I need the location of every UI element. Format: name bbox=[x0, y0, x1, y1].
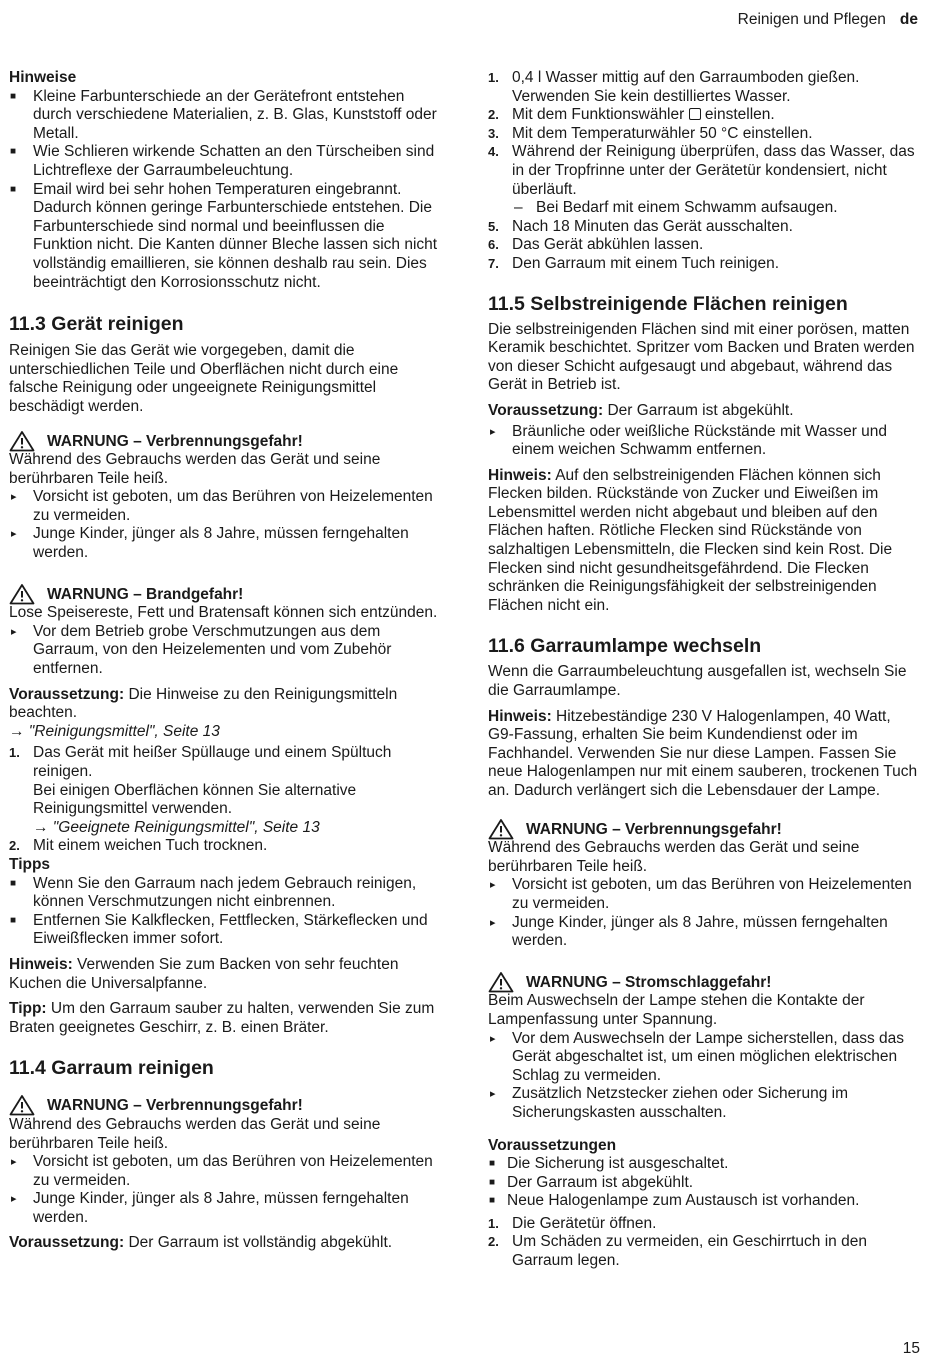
step-item: 6. Das Gerät abkühlen lassen. bbox=[488, 236, 704, 254]
voraussetzungen-item: ■ Die Sicherung ist ausgeschaltet. bbox=[488, 1155, 920, 1174]
hinweis-note: Hinweis: Auf den selbstreinigenden Flächen können sich Flecken bilden. Rückstände von Zucker und Eiweißen im Lebensmittel werden nicht abgebaut und bleiben auf den Flächen haften. Rötliche Flecken sind Rückstände von salzhaltigen Lebensmitteln, die Flecken sind kein Rost. Die Flecken sind nicht gesundheitsgefährdend. Die Flecken schränken die Reinigungsfähigkeit der selbstreinigenden Flächen nicht ein. bbox=[488, 466, 893, 614]
warning-item: ▸ Vorsicht ist geboten, um das Berühren von Heizelementen zu vermeiden. bbox=[9, 488, 447, 525]
step-extra: Bei einigen Oberflächen können Sie alternative Reinigungsmittel verwenden. bbox=[33, 781, 357, 818]
section-intro: Die selbstreinigenden Flächen sind mit einer porösen, matten Keramik beschichtet. Spritzer vom Backen und Braten werden von dieser Schicht aufgesaugt und abgebaut, während das Gerät in Betrieb ist. bbox=[488, 320, 915, 394]
warning-item: ▸ Junge Kinder, jünger als 8 Jahre, müssen ferngehalten werden. bbox=[9, 525, 447, 562]
tipps-heading: Tipps bbox=[9, 855, 51, 873]
header-section-title: Reinigen und Pflegen bbox=[737, 11, 886, 28]
section-intro: Wenn die Garraumbeleuchtung ausgefallen ist, wechseln Sie die Garraumlampe. bbox=[488, 663, 907, 700]
page-number: 15 bbox=[902, 1340, 920, 1358]
step-item: 3. Mit dem Temperaturwähler 50 °C einstellen. bbox=[488, 124, 813, 142]
step-item: 4. Während der Reinigung überprüfen, dass das Wasser, das in der Tropfrinne unter der Gerätetür kondensiert, nicht überläuft. bbox=[488, 143, 915, 198]
warning-triangle-icon bbox=[9, 430, 35, 458]
hinweise-item: ■ Email wird bei sehr hohen Temperaturen eingebrannt. Dadurch können geringe Farbunterschiede entstehen. Die Farbunterschiede sind normal und beeinflussen die Funktion nicht. Die Kanten dünner Bleche lassen sich nicht vollständig emaillieren, sie können deshalb rau sein. Dies beeinträchtigt den Korrosionsschutz nicht. bbox=[9, 181, 447, 293]
cross-reference: → "Geeignete Reinigungsmittel", Seite 13 bbox=[33, 818, 320, 836]
warning-title: WARNUNG – Verbrennungsgefahr! bbox=[488, 821, 920, 840]
hinweise-item: ■ Kleine Farbunterschiede an der Gerätefront entstehen durch verschiedene Materialien, z. B. Glas, Kunststoff oder Metall. bbox=[9, 88, 447, 144]
step-item: 2. Mit einem weichen Tuch trocknen. bbox=[9, 837, 268, 855]
warning-text: Während des Gebrauchs werden das Gerät und seine berührbaren Teile heiß. bbox=[9, 451, 381, 487]
warning-triangle-icon bbox=[488, 971, 514, 999]
step-item: 5. Nach 18 Minuten das Gerät ausschalten. bbox=[488, 217, 793, 235]
prerequisite: Voraussetzung: Der Garraum ist vollständig abgekühlt. bbox=[9, 1234, 393, 1252]
tipps-item: ■ Entfernen Sie Kalkflecken, Fettflecken, Stärkeflecken und Eiweißflecken immer sofort. bbox=[9, 912, 447, 949]
voraussetzungen-item: ■ Neue Halogenlampe zum Austausch ist vorhanden. bbox=[488, 1192, 920, 1211]
section-heading-11-4: 11.4 Garraum reinigen bbox=[9, 1057, 214, 1080]
warning-triangle-icon bbox=[488, 818, 514, 846]
warning-text: Lose Speisereste, Fett und Bratensaft können sich entzünden. bbox=[9, 604, 438, 622]
hinweise-item: ■ Wie Schlieren wirkende Schatten an den Türscheiben sind Lichtreflexe der Garraumbeleuchtung. bbox=[9, 143, 447, 180]
warning-item: ▸ Vor dem Betrieb grobe Verschmutzungen aus dem Garraum, von den Heizelementen und vom Zubehör entfernen. bbox=[9, 623, 447, 679]
warning-triangle-icon bbox=[9, 1094, 35, 1122]
step-item: 7. Den Garraum mit einem Tuch reinigen. bbox=[488, 254, 780, 272]
warning-item: ▸ Zusätzlich Netzstecker ziehen oder Sicherung im Sicherungskasten ausschalten. bbox=[488, 1085, 920, 1122]
warning-item: ▸ Vorsicht ist geboten, um das Berühren von Heizelementen zu vermeiden. bbox=[9, 1153, 447, 1190]
warning-item: ▸ Vorsicht ist geboten, um das Berühren von Heizelementen zu vermeiden. bbox=[488, 876, 920, 913]
right-column bbox=[488, 69, 920, 1271]
section-heading-11-5: 11.5 Selbstreinigende Flächen reinigen bbox=[488, 292, 848, 315]
warning-text: Beim Auswechseln der Lampe stehen die Kontakte der Lampenfassung unter Spannung. bbox=[488, 992, 865, 1028]
instruction-item: ▸ Bräunliche oder weißliche Rückstände mit Wasser und einem weichen Schwamm entfernen. bbox=[488, 423, 920, 460]
warning-title: WARNUNG – Verbrennungsgefahr! bbox=[9, 433, 447, 452]
voraussetzungen-item: ■ Der Garraum ist abgekühlt. bbox=[488, 1174, 920, 1193]
page-header bbox=[738, 11, 918, 30]
hinweise-heading: Hinweise bbox=[9, 69, 77, 86]
step-item: 1. Die Gerätetür öffnen. bbox=[488, 1214, 657, 1232]
prerequisite: Voraussetzung: Die Hinweise zu den Reinigungsmitteln beachten. bbox=[9, 685, 398, 722]
voraussetzungen-heading: Voraussetzungen bbox=[488, 1136, 617, 1154]
warning-title: WARNUNG – Verbrennungsgefahr! bbox=[9, 1097, 447, 1116]
warning-text: Während des Gebrauchs werden das Gerät und seine berührbaren Teile heiß. bbox=[9, 1115, 381, 1152]
hinweis-note: Hinweis: Hitzebeständige 230 V Halogenlampen, 40 Watt, G9-Fassung, erhalten Sie beim Kundendienst oder im Fachhandel. Verwenden Sie nur diese Lampen. Fassen Sie neue Halogenlampen nur mit einem sauberen, trockenen Tuch an. Dadurch verlängert sich die Lebensdauer der Lampe. bbox=[488, 707, 918, 799]
warning-item: ▸ Junge Kinder, jünger als 8 Jahre, müssen ferngehalten werden. bbox=[9, 1190, 447, 1227]
section-heading-11-3: 11.3 Gerät reinigen bbox=[9, 313, 184, 336]
warning-text: Während des Gebrauchs werden das Gerät und seine berührbaren Teile heiß. bbox=[488, 839, 860, 875]
hinweis-note: Hinweis: Verwenden Sie zum Backen von sehr feuchten Kuchen die Universalpfanne. bbox=[9, 955, 399, 992]
warning-title: WARNUNG – Brandgefahr! bbox=[9, 586, 447, 605]
warning-item: ▸ Vor dem Auswechseln der Lampe sicherstellen, dass das Gerät abgeschaltet ist, um einen möglichen elektrischen Schlag zu vermeiden. bbox=[488, 1030, 920, 1086]
prerequisite: Voraussetzung: Der Garraum ist abgekühlt. bbox=[488, 401, 794, 419]
step-item: 1. 0,4 l Wasser mittig auf den Garraumboden gießen. Verwenden Sie kein destilliertes Wasser. bbox=[488, 69, 860, 105]
left-column bbox=[9, 69, 447, 1253]
step-item: 2. Mit dem Funktionswähler einstellen. bbox=[488, 106, 775, 124]
section-intro: Reinigen Sie das Gerät wie vorgegeben, damit die unterschiedlichen Teile und Oberflächen nicht durch eine falsche Reinigung oder ungeeignete Reinigungsmittel beschädigt werden. bbox=[9, 342, 399, 415]
cross-reference: → "Reinigungsmittel", Seite 13 bbox=[9, 722, 220, 740]
warning-triangle-icon bbox=[9, 583, 35, 611]
warning-item: ▸ Junge Kinder, jünger als 8 Jahre, müssen ferngehalten werden. bbox=[488, 914, 920, 951]
step-subitem: – Bei Bedarf mit einem Schwamm aufsaugen. bbox=[488, 199, 920, 218]
warning-title: WARNUNG – Stromschlaggefahr! bbox=[488, 974, 920, 993]
function-symbol-icon bbox=[689, 108, 701, 120]
tipp-note: Tipp: Um den Garraum sauber zu halten, verwenden Sie zum Braten geeignetes Geschirr, z. B. einen Bräter. bbox=[9, 1000, 435, 1036]
step-item: 1. Das Gerät mit heißer Spüllauge und einem Spültuch reinigen. bbox=[9, 744, 392, 780]
tipps-item: ■ Wenn Sie den Garraum nach jedem Gebrauch reinigen, können Verschmutzungen nicht einbrennen. bbox=[9, 875, 447, 912]
section-heading-11-6: 11.6 Garraumlampe wechseln bbox=[488, 635, 762, 658]
step-item: 2. Um Schäden zu vermeiden, ein Geschirrtuch in den Garraum legen. bbox=[488, 1233, 867, 1270]
header-language: de bbox=[899, 11, 918, 28]
